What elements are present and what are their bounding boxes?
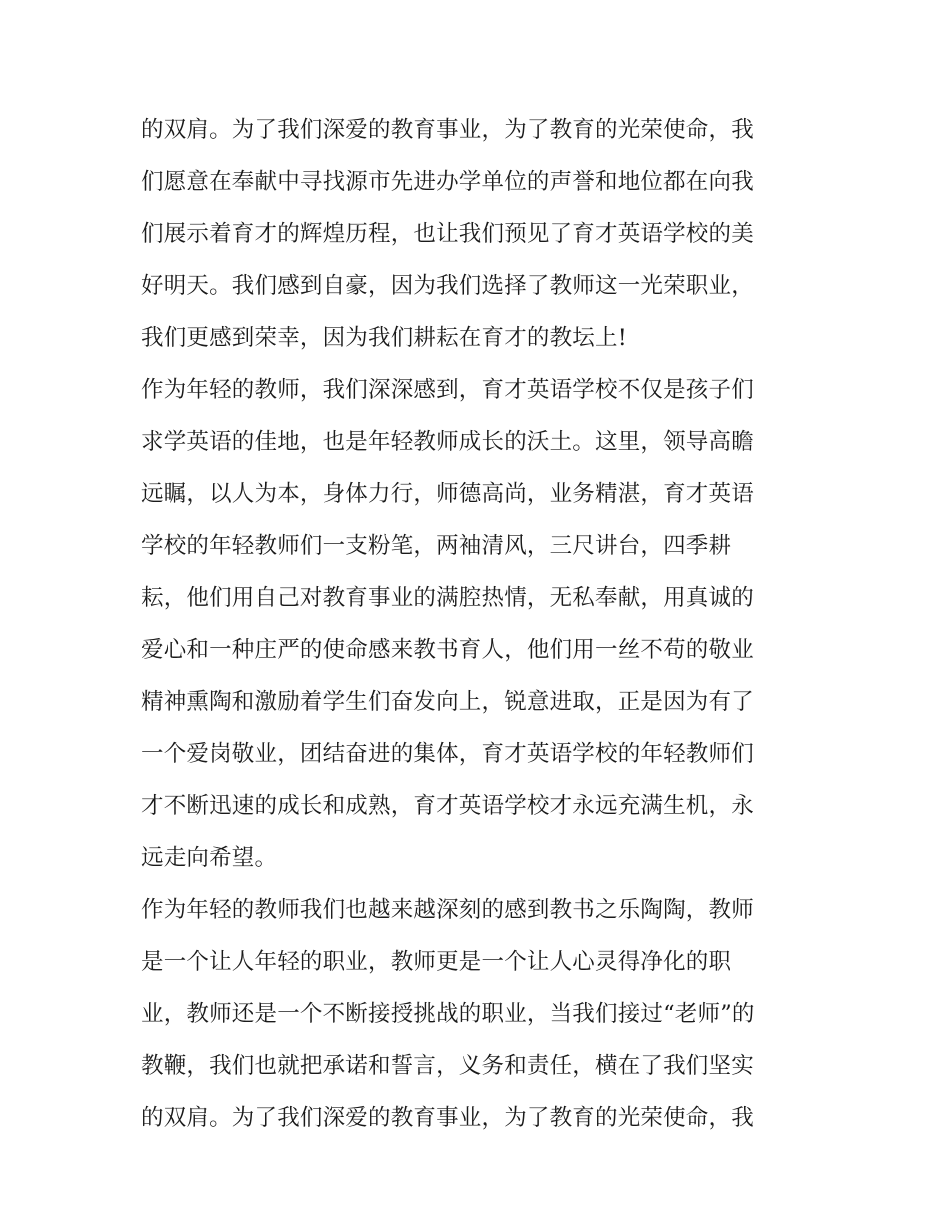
text-line-3: 们展示着育才的辉煌历程，也让我们预见了育才英语学校的美 xyxy=(141,221,754,247)
text-line-19: 教鞭，我们也就把承诺和誓言，义务和责任，横在了我们坚实 xyxy=(141,1053,754,1079)
text-line-7: 求学英语的佳地，也是年轻教师成长的沃土。这里，领导高瞻 xyxy=(141,429,754,455)
text-line-1: 的双肩。为了我们深爱的教育事业，为了教育的光荣使命，我 xyxy=(141,117,754,143)
text-line-11: 爱心和一种庄严的使命感来教书育人，他们用一丝不苟的敬业 xyxy=(141,637,754,663)
text-line-13: 一个爱岗敬业，团结奋进的集体，育才英语学校的年轻教师们 xyxy=(141,741,754,767)
text-line-16: 作为年轻的教师我们也越来越深刻的感到教书之乐陶陶，教师 xyxy=(141,897,754,923)
text-line-6: 作为年轻的教师，我们深深感到，育才英语学校不仅是孩子们 xyxy=(141,377,754,403)
text-line-9: 学校的年轻教师们一支粉笔，两袖清风，三尺讲台，四季耕 xyxy=(141,533,732,559)
text-line-14: 才不断迅速的成长和成熟，育才英语学校才永远充满生机，永 xyxy=(141,793,754,819)
text-line-17: 是一个让人年轻的职业，教师更是一个让人心灵得净化的职 xyxy=(141,949,732,975)
text-line-20: 的双肩。为了我们深爱的教育事业，为了教育的光荣使命，我 xyxy=(141,1105,754,1131)
text-line-2: 们愿意在奉献中寻找源市先进办学单位的声誉和地位都在向我 xyxy=(141,169,754,195)
text-line-5: 我们更感到荣幸，因为我们耕耘在育才的教坛上! xyxy=(141,325,627,351)
text-line-18: 业，教师还是一个不断接授挑战的职业，当我们接过“老师”的 xyxy=(141,1001,755,1027)
text-line-12: 精神熏陶和激励着学生们奋发向上，锐意进取，正是因为有了 xyxy=(141,689,754,715)
text-line-10: 耘，他们用自己对教育事业的满腔热情，无私奉献，用真诚的 xyxy=(141,585,754,611)
text-line-15: 远走向希望。 xyxy=(141,845,278,871)
text-line-4: 好明天。我们感到自豪，因为我们选择了教师这一光荣职业， xyxy=(141,273,754,299)
text-line-8: 远瞩，以人为本，身体力行，师德高尚，业务精湛，育才英语 xyxy=(141,481,754,507)
